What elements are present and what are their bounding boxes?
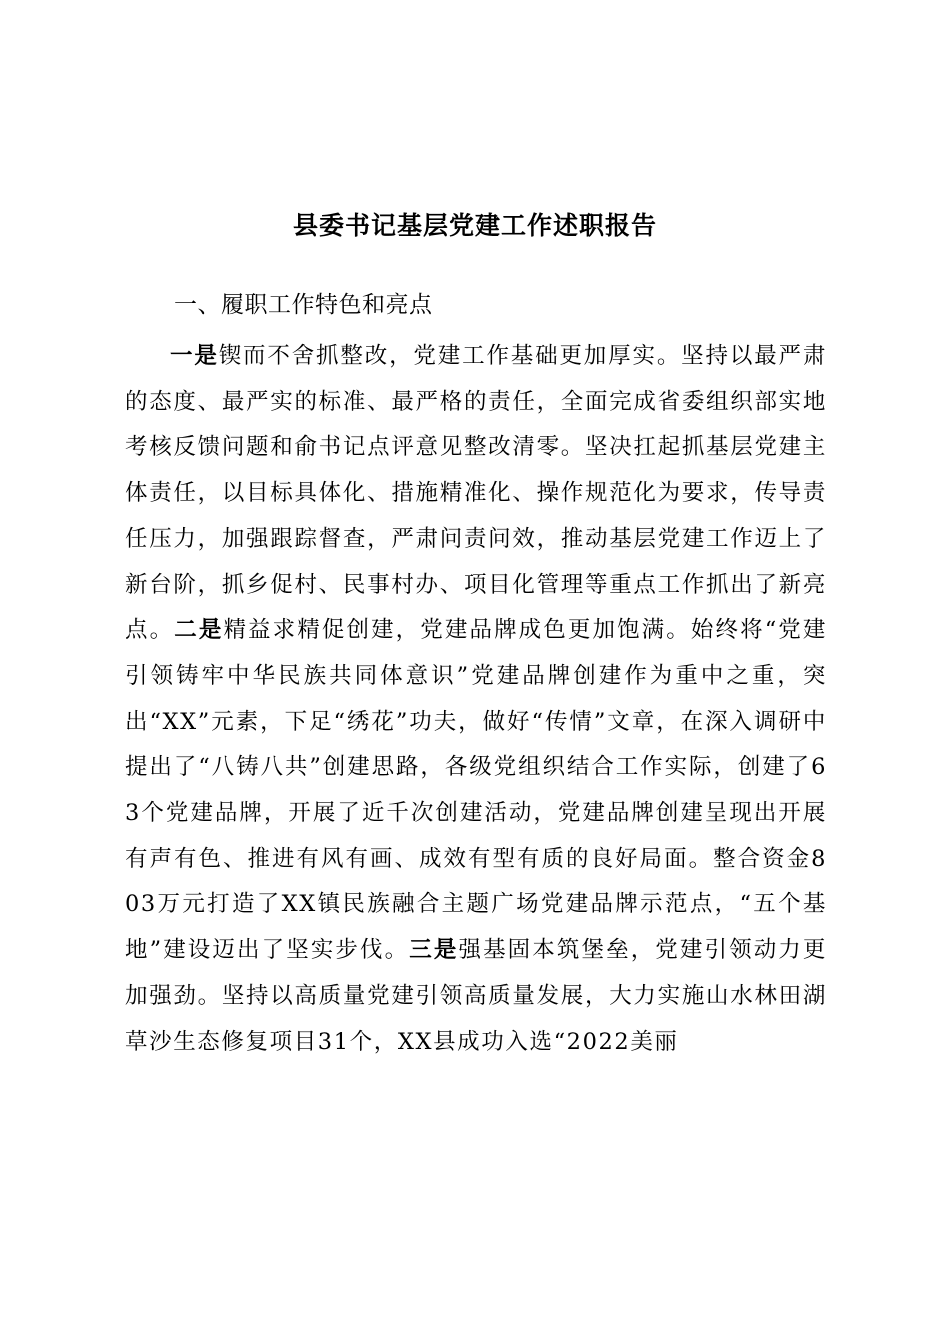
lead-phrase-3: 三是 [409, 937, 459, 964]
paragraph-text-2: 精益求精促创建，党建品牌成色更加饱满。始终将“党建引领铸牢中华民族共同体意识”党建品牌创建作为重中之重，突出“XX”元素，下足“绣花”功夫，做好“传情”文章，在深入调研中提出了“八铸八共”创建思路，各级党组织结合工作实际，创建了63个党建品牌，开展了近千次创建活动，党建品牌创建呈现出开展有声有色、推进有风有画、成效有型有质的良好局面。整合资金803万元打造了XX镇民族融合主题广场党建品牌示范点，“五个基地”建设迈出了坚实步伐。 [125, 617, 828, 964]
section-heading: 一、履职工作特色和亮点 [174, 292, 433, 318]
paragraph-text-3: 强基固本筑堡垒，党建引领动力更加强劲。坚持以高质量党建引领高质量发展，大力实施山水林田湖草沙生态修复项目31个，XX县成功入选“2022美丽 [125, 937, 828, 1055]
lead-phrase-2: 二是 [174, 617, 224, 644]
body-paragraph [125, 334, 827, 1065]
paragraph-text-1: 锲而不舍抓整改，党建工作基础更加厚实。坚持以最严肃的态度、最严实的标准、最严格的责任，全面完成省委组织部实地考核反馈问题和俞书记点评意见整改清零。坚决扛起抓基层党建主体责任，以目标具体化、措施精准化、操作规范化为要求，传导责任压力，加强跟踪督查，严肃问责问效，推动基层党建工作迈上了新台阶，抓乡促村、民事村办、项目化管理等重点工作抓出了新亮点。 [125, 343, 827, 644]
lead-phrase-1: 一是 [170, 343, 219, 369]
document-title: 县委书记基层党建工作述职报告 [292, 211, 657, 240]
